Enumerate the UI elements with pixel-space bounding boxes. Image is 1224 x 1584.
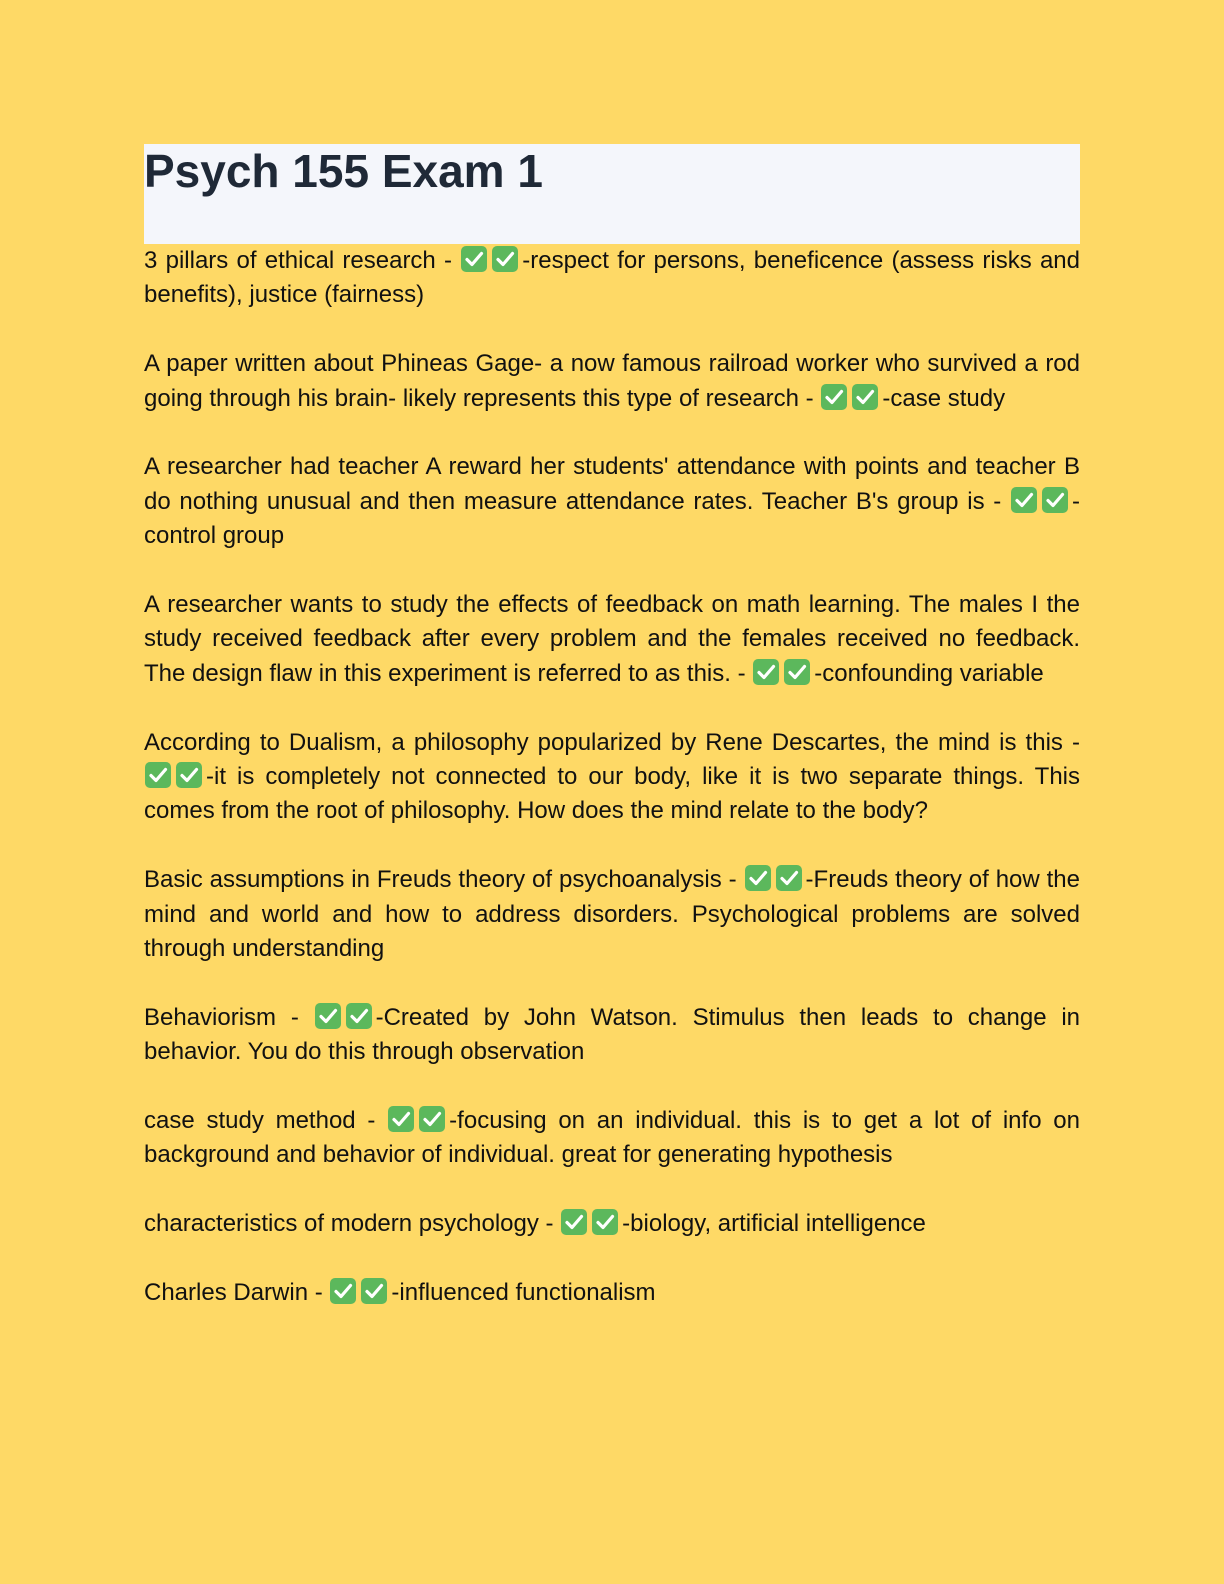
- qa-item: [144, 1104, 1080, 1173]
- answer-prefix: -: [449, 1107, 458, 1135]
- answer-text: control group: [144, 522, 285, 550]
- answer-marker: [1010, 488, 1080, 515]
- check-icon: [144, 761, 172, 789]
- answer-marker: [744, 866, 814, 893]
- question-text: 3 pillars of ethical research: [144, 247, 436, 274]
- separator: -: [355, 1107, 388, 1135]
- qa-item: [144, 863, 1080, 966]
- question-text: Basic assumptions in Freuds theory of psychoanalysis: [144, 866, 722, 894]
- answer-marker: [314, 1004, 384, 1031]
- qa-item: [144, 1276, 1080, 1310]
- separator: -: [984, 487, 1011, 515]
- check-icon: [329, 1277, 357, 1305]
- check-icon: [1041, 486, 1069, 514]
- question-text: characteristics of modern psychology: [144, 1210, 539, 1238]
- check-icon: [560, 1208, 588, 1236]
- separator: -: [721, 866, 744, 894]
- qa-item: [144, 588, 1080, 691]
- check-icon: [460, 245, 488, 273]
- check-icon: [345, 1002, 373, 1030]
- answer-prefix: -: [622, 1210, 631, 1238]
- answer-prefix: -: [814, 659, 823, 687]
- check-icon: [418, 1105, 446, 1133]
- check-icon: [1010, 486, 1038, 514]
- answer-marker: [329, 1279, 399, 1306]
- check-icon: [491, 245, 519, 273]
- answer-marker: [560, 1210, 630, 1237]
- answer-prefix: -: [375, 1003, 384, 1031]
- answer-text: case study: [890, 384, 1006, 412]
- check-icon: [744, 864, 772, 892]
- answer-marker: [144, 763, 214, 790]
- answer-marker: [752, 660, 822, 687]
- question-text: A paper written about Phineas Gage- a now famous railroad worker who survived a rod going through his brain- likely represents this type of research: [144, 350, 1080, 412]
- question-text: Behaviorism: [144, 1003, 277, 1031]
- qa-list: [144, 244, 1080, 1310]
- answer-text: biology, artificial intelligence: [630, 1210, 926, 1238]
- separator: -: [435, 247, 461, 274]
- qa-item: [144, 1001, 1080, 1070]
- separator: -: [799, 384, 821, 412]
- qa-item: [144, 726, 1080, 829]
- separator: -: [308, 1279, 330, 1307]
- question-text: A researcher wants to study the effects of feedback on math learning. The males I the study received feedback after every problem and the females received no feedback. The design flaw in this experiment is referred to as this.: [144, 591, 1080, 687]
- question-text: According to Dualism, a philosophy popularized by Rene Descartes, the mind is this: [144, 728, 1063, 756]
- check-icon: [314, 1002, 342, 1030]
- document-page: [144, 144, 1080, 1310]
- answer-text: Freuds theory of how the mind and world and how to address disorders. Psychological problems are solved through understanding: [144, 866, 1080, 963]
- answer-text: Created by John Watson. Stimulus then leads to change in behavior. You do this through observation: [144, 1003, 1080, 1066]
- title-banner: [144, 144, 1080, 244]
- answer-prefix: -: [206, 763, 214, 791]
- check-icon: [752, 658, 780, 686]
- check-icon: [783, 658, 811, 686]
- separator: -: [730, 659, 753, 687]
- question-text: Charles Darwin: [144, 1279, 309, 1307]
- question-text: A researcher had teacher A reward her students' attendance with points and teacher B do nothing unusual and then measure attendance rates. Teacher B's group is: [144, 453, 1080, 515]
- check-icon: [387, 1105, 415, 1133]
- separator: -: [276, 1003, 314, 1031]
- answer-text: influenced functionalism: [399, 1279, 656, 1307]
- separator: -: [538, 1210, 561, 1238]
- answer-prefix: -: [805, 866, 814, 894]
- separator: -: [1062, 728, 1080, 756]
- qa-item: [144, 1207, 1080, 1241]
- page-title: Psych 155 Exam 1: [144, 145, 543, 197]
- answer-prefix: -: [522, 247, 531, 274]
- check-icon: [360, 1277, 388, 1305]
- answer-prefix: -: [882, 384, 891, 412]
- answer-marker: [820, 385, 890, 412]
- answer-text: it is completely not connected to our body, like it is two separate things. This comes from the root of philosophy. How does the mind relate to the body?: [144, 763, 1080, 825]
- answer-text: respect for persons, beneficence (assess risks and benefits), justice (fairness): [144, 247, 1080, 309]
- check-icon: [851, 383, 879, 411]
- question-text: case study method: [144, 1107, 356, 1135]
- check-icon: [775, 864, 803, 892]
- check-icon: [175, 761, 203, 789]
- qa-item: [144, 347, 1080, 416]
- check-icon: [820, 383, 848, 411]
- qa-item: [144, 450, 1080, 553]
- answer-marker: [460, 247, 530, 274]
- answer-prefix: -: [391, 1279, 400, 1307]
- answer-prefix: -: [1072, 487, 1081, 515]
- answer-marker: [387, 1107, 457, 1134]
- check-icon: [591, 1208, 619, 1236]
- qa-item: [144, 244, 1080, 313]
- answer-text: focusing on an individual. this is to get a lot of info on background and behavior of individual. great for generating hypothesis: [144, 1107, 1080, 1169]
- answer-text: confounding variable: [822, 659, 1044, 687]
